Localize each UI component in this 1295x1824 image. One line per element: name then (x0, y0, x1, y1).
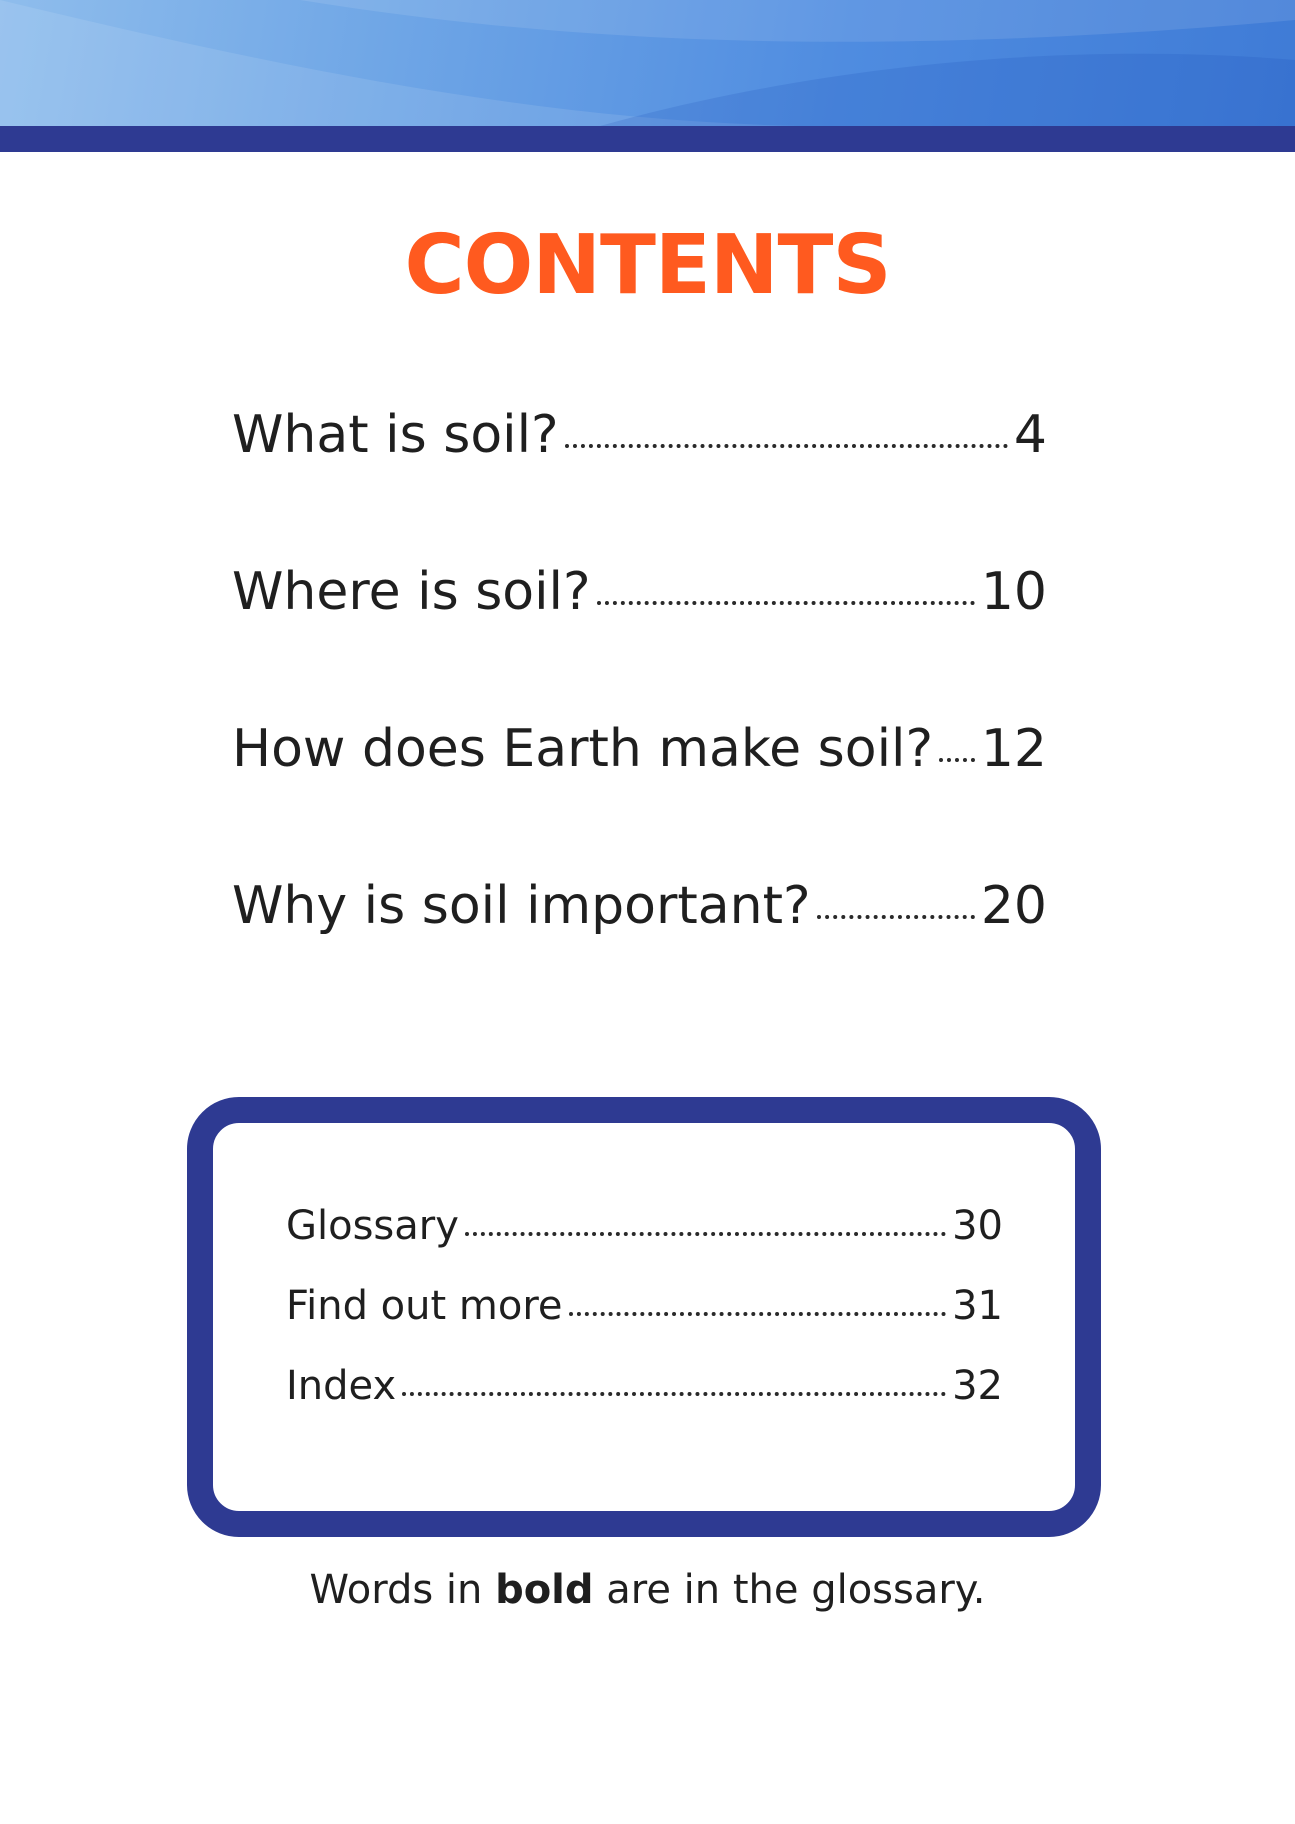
toc-entry[interactable] (232, 709, 1047, 866)
toc-entry-page: 4 (1013, 405, 1047, 465)
toc-leader-dots (597, 557, 975, 609)
toc-entry[interactable] (286, 1196, 1003, 1276)
toc-entry[interactable] (232, 552, 1047, 709)
toc-leader-dots (817, 871, 975, 923)
toc-entry-label: How does Earth make soil? (232, 719, 934, 779)
toc-entry-label: Why is soil important? (232, 876, 811, 936)
page-title: CONTENTS (404, 218, 891, 313)
toc-entry[interactable] (286, 1276, 1003, 1356)
toc-leader-dots (939, 714, 975, 766)
main-contents-list (232, 395, 1047, 1023)
toc-leader-dots (465, 1199, 946, 1239)
toc-entry[interactable] (232, 866, 1047, 1023)
note-text-after: are in the glossary. (593, 1567, 986, 1613)
back-matter-list (286, 1196, 1003, 1436)
header-banner (0, 0, 1295, 126)
toc-entry-page: 31 (952, 1283, 1003, 1329)
toc-entry-page: 10 (980, 562, 1047, 622)
toc-entry[interactable] (286, 1356, 1003, 1436)
toc-leader-dots (565, 400, 1008, 452)
toc-leader-dots (402, 1359, 946, 1399)
toc-entry-page: 20 (980, 876, 1047, 936)
toc-entry-label: Index (286, 1363, 397, 1409)
toc-entry-label: Where is soil? (232, 562, 591, 622)
toc-entry-page: 32 (952, 1363, 1003, 1409)
glossary-note (0, 1567, 1295, 1613)
toc-entry-label: Glossary (286, 1203, 459, 1249)
toc-leader-dots (569, 1279, 947, 1319)
note-bold-word: bold (495, 1567, 594, 1613)
toc-entry[interactable] (232, 395, 1047, 552)
banner-wave-decoration (0, 0, 1295, 126)
toc-entry-label: What is soil? (232, 405, 559, 465)
header-stripe (0, 126, 1295, 152)
toc-entry-label: Find out more (286, 1283, 563, 1329)
toc-entry-page: 30 (952, 1203, 1003, 1249)
note-text-before: Words in (309, 1567, 496, 1613)
toc-entry-page: 12 (980, 719, 1047, 779)
